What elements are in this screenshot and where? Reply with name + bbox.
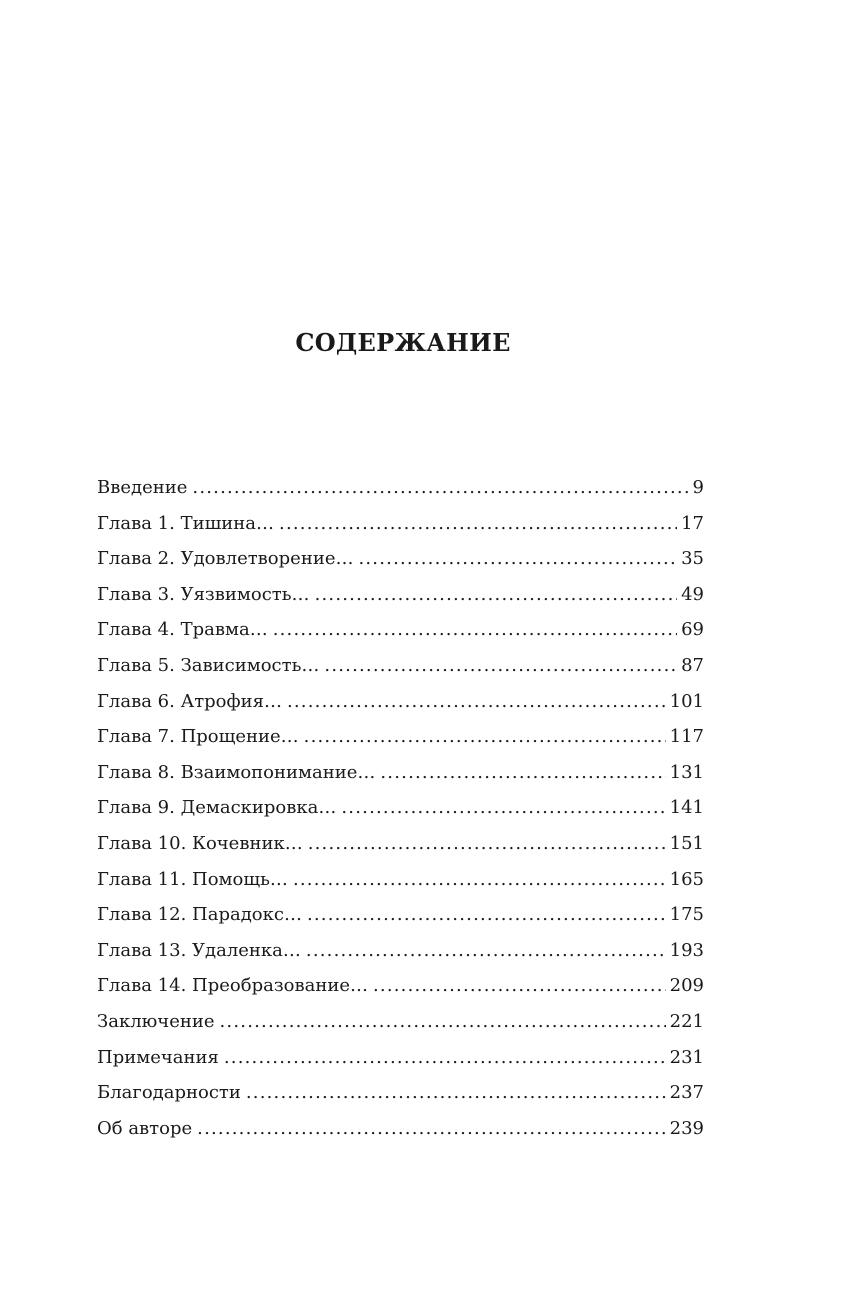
toc-entry-label: Глава 2. Удовлетворение… [97,548,354,570]
toc-entry-page: 141 [669,797,704,819]
toc-entry-page: 9 [692,477,704,498]
toc-entry-chapter-1 [97,506,704,542]
toc-entry-chapter-12 [97,897,704,933]
toc-entry-label: Благодарности [97,1082,241,1104]
toc-entry-label: Заключение [97,1010,215,1032]
toc-entry-chapter-9 [97,790,704,826]
toc-entry-notes [97,1040,704,1076]
dot-leader [315,577,678,613]
dot-leader [224,1040,666,1076]
dot-leader [306,933,666,969]
toc-entry-label: Глава 8. Взаимопонимание… [97,761,376,783]
toc-entry-label: Введение [97,477,188,498]
toc-entry-about-author [97,1111,704,1147]
dot-leader [308,826,666,862]
page-title: СОДЕРЖАНИЕ [295,328,511,358]
toc-entry-chapter-11 [97,862,704,898]
toc-entry-label: Глава 3. Уязвимость… [97,583,310,605]
dot-leader [358,541,677,577]
toc-entry-page: 165 [669,868,704,890]
toc-entry-chapter-13 [97,933,704,969]
toc-entry-page: 209 [669,975,704,997]
toc-entry-label: Глава 14. Преобразование… [97,975,368,997]
toc-entry-acknowledgements [97,1075,704,1111]
dot-leader [192,470,688,506]
dot-leader [220,1004,666,1040]
toc-entry-label: Глава 12. Парадокс… [97,904,302,926]
toc-entry-page: 193 [669,939,704,961]
toc-entry-chapter-5 [97,648,704,684]
toc-entry-page: 131 [669,761,704,783]
toc-entry-chapter-4 [97,612,704,648]
toc-entry-page: 87 [681,654,704,676]
dot-leader [324,648,677,684]
toc-entry-conclusion [97,1004,704,1040]
dot-leader [380,755,665,791]
toc-entry-label: Глава 1. Тишина… [97,512,275,534]
toc-entry-label: Глава 5. Зависимость… [97,654,320,676]
toc-entry-page: 17 [681,512,704,534]
toc-entry-label: Глава 9. Демаскировка… [97,797,337,819]
toc-entry-label: Глава 7. Прощение… [97,726,299,748]
toc-entry-page: 69 [681,619,704,641]
toc-entry-page: 101 [669,690,704,712]
toc-entry-chapter-3 [97,577,704,613]
toc-entry-page: 221 [669,1010,704,1032]
dot-leader [293,862,666,898]
toc-entry-chapter-2 [97,541,704,577]
toc-entry-chapter-7 [97,719,704,755]
toc-entry-page: 237 [669,1082,704,1104]
dot-leader [307,897,666,933]
toc-entry-page: 117 [669,726,704,748]
dot-leader [373,968,666,1004]
dot-leader [279,506,677,542]
toc-entry-page: 231 [669,1046,704,1068]
toc-entry-label: Глава 10. Кочевник… [97,832,303,854]
toc-entry-introduction [97,470,704,506]
toc-entry-chapter-8 [97,755,704,791]
toc-entry-chapter-14 [97,968,704,1004]
toc-entry-chapter-6 [97,684,704,720]
toc-entry-label: Глава 13. Удаленка… [97,939,301,961]
toc-entry-page: 239 [669,1117,704,1139]
toc-entry-label: Глава 11. Помощь… [97,868,288,890]
dot-leader [197,1111,665,1147]
dot-leader [273,612,677,648]
toc-entry-page: 49 [681,583,704,605]
table-of-contents [97,470,704,1146]
toc-entry-label: Об авторе [97,1117,193,1139]
toc-entry-label: Глава 6. Атрофия… [97,690,282,712]
dot-leader [246,1075,666,1111]
dot-leader [304,719,666,755]
toc-entry-page: 151 [669,832,704,854]
toc-entry-page: 35 [681,548,704,570]
dot-leader [287,684,666,720]
toc-entry-page: 175 [669,904,704,926]
toc-entry-chapter-10 [97,826,704,862]
dot-leader [341,790,665,826]
toc-entry-label: Глава 4. Травма… [97,619,268,641]
toc-entry-label: Примечания [97,1046,219,1068]
